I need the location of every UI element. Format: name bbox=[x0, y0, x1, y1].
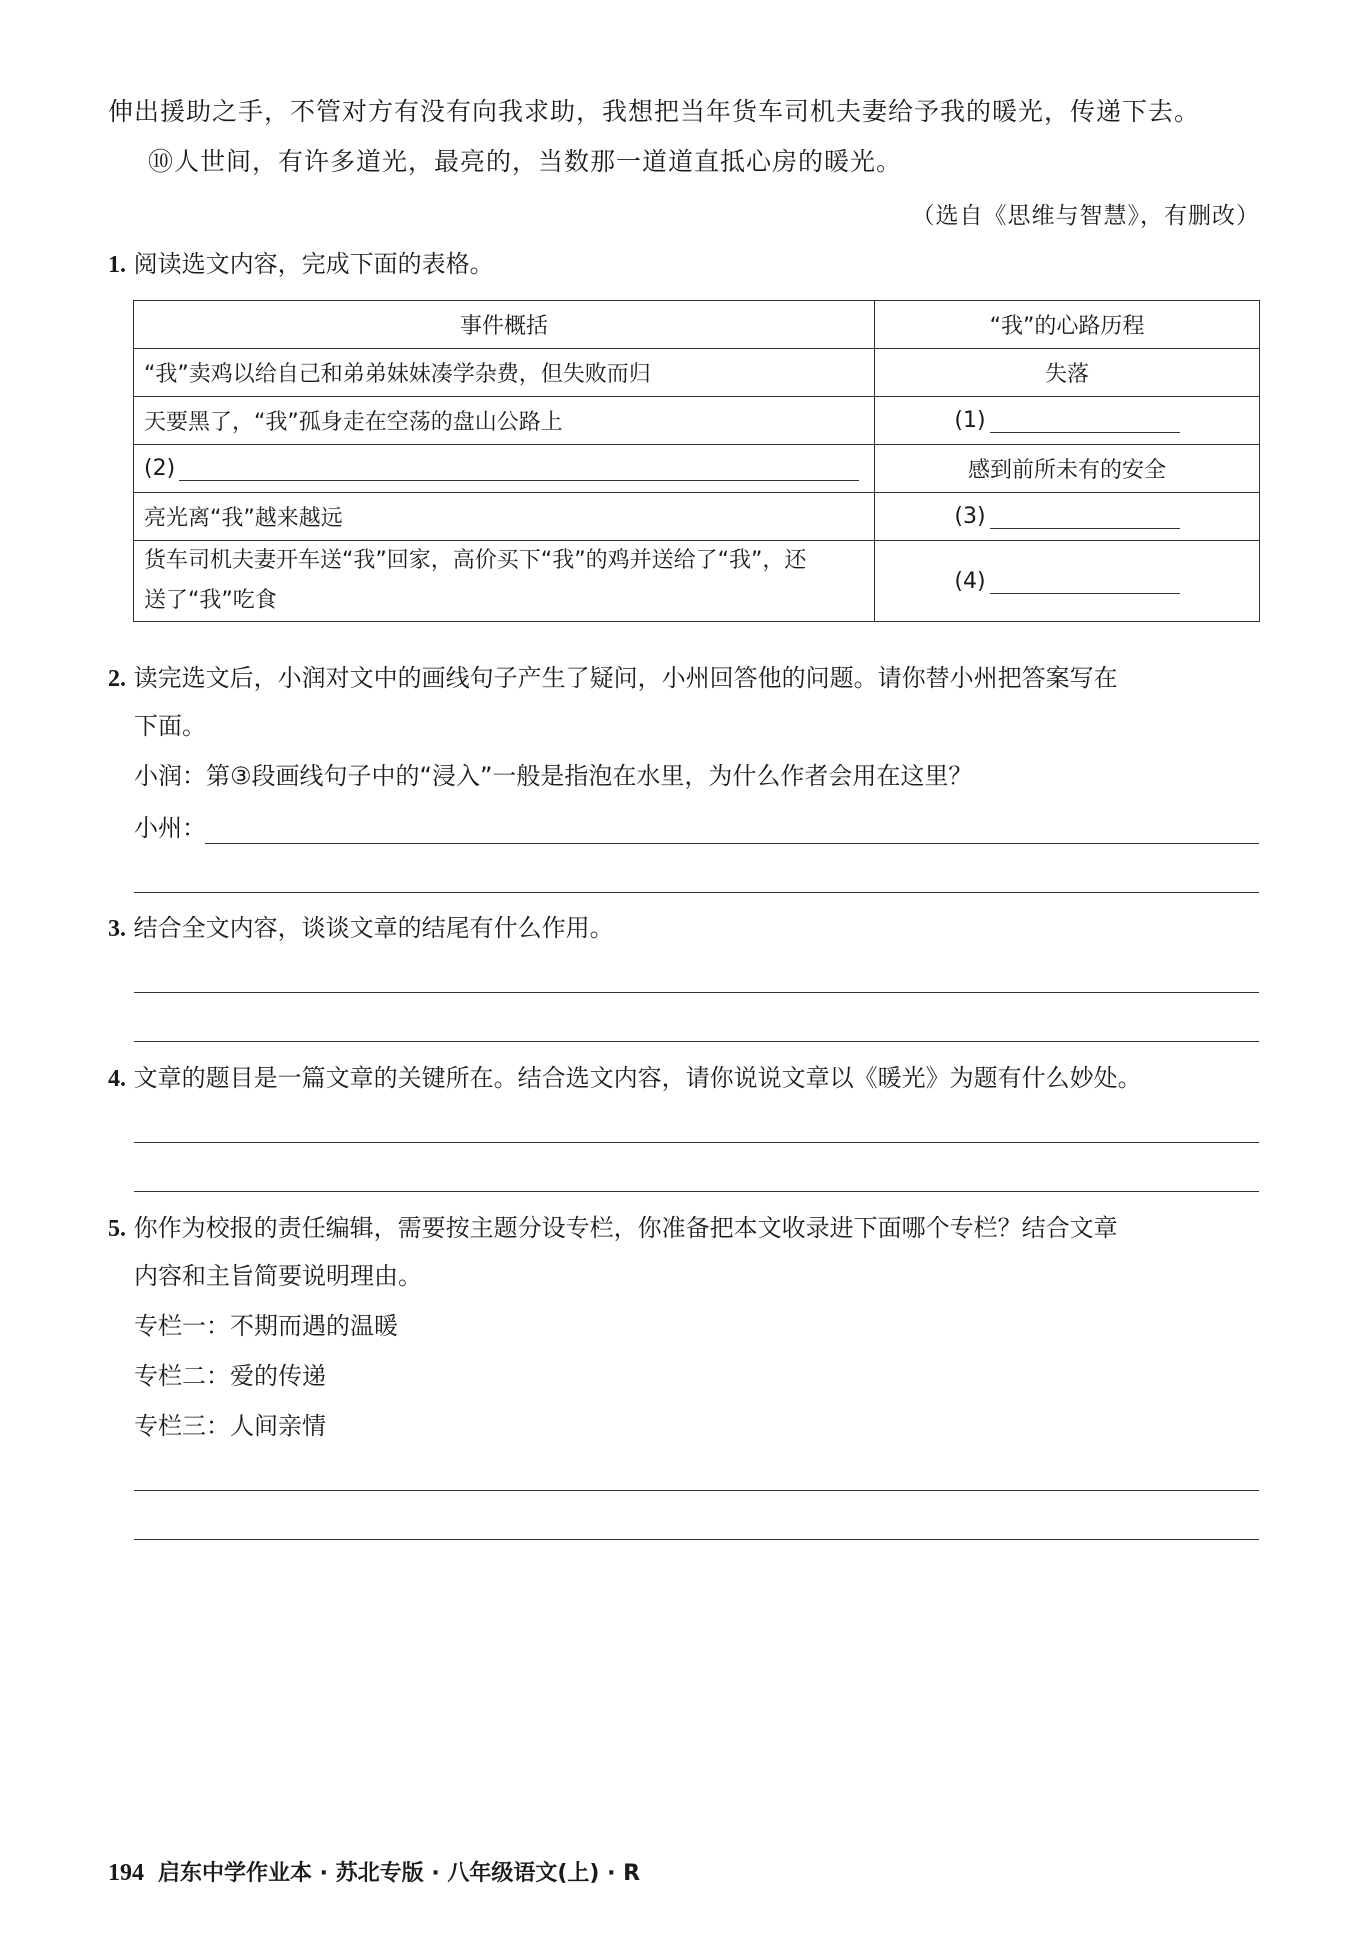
xiaozhou-answer-label: 小州： bbox=[134, 814, 206, 842]
question-4 bbox=[108, 1058, 1142, 1099]
blank-label: (1) bbox=[954, 408, 986, 433]
event-text-line: 货车司机夫妻开车送“我”回家，高价买下“我”的鸡并送给了“我”，还 bbox=[144, 548, 807, 573]
blank-label: (4) bbox=[954, 568, 986, 594]
event-cell: 天要黑了，“我”孤身走在空荡的盘山公路上 bbox=[134, 397, 875, 445]
table-row bbox=[134, 397, 1260, 445]
blank-label: (2) bbox=[144, 456, 176, 481]
answer-blank-3[interactable] bbox=[990, 506, 1180, 529]
question-prompt: 文章的题目是一篇文章的关键所在。结合选文内容，请你说说文章以《暖光》为题有什么妙处。 bbox=[133, 1064, 1142, 1092]
blank-label: (3) bbox=[954, 504, 986, 529]
table-row bbox=[134, 349, 1260, 397]
answer-blank-1[interactable] bbox=[990, 410, 1180, 433]
page-footer bbox=[108, 1856, 640, 1887]
event-cell: “我”卖鸡以给自己和弟弟妹妹凑学杂费，但失败而归 bbox=[134, 349, 875, 397]
question-number: 5. bbox=[108, 1216, 126, 1242]
question-3 bbox=[108, 908, 614, 949]
feeling-cell bbox=[875, 541, 1260, 622]
table-header-feeling: “我”的心路历程 bbox=[875, 301, 1260, 349]
answer-line[interactable] bbox=[134, 1142, 1259, 1143]
question-prompt-continued: 下面。 bbox=[134, 712, 206, 740]
table-header-row bbox=[134, 301, 1260, 349]
event-feeling-table bbox=[133, 300, 1260, 622]
answer-blank-4[interactable] bbox=[990, 571, 1180, 594]
answer-line[interactable] bbox=[134, 992, 1259, 993]
answer-line[interactable] bbox=[134, 1490, 1259, 1491]
event-cell: 亮光离“我”越来越远 bbox=[134, 493, 875, 541]
answer-blank-2[interactable] bbox=[179, 458, 859, 481]
xiaorun-question: 小润：第③段画线句子中的“浸入”一般是指泡在水里，为什么作者会用在这里？ bbox=[134, 762, 973, 790]
table-header-event: 事件概括 bbox=[134, 301, 875, 349]
feeling-cell: 感到前所未有的安全 bbox=[875, 445, 1260, 493]
book-title: 启东中学作业本 · 苏北专版 · 八年级语文(上) · R bbox=[158, 1861, 641, 1886]
question-prompt: 结合全文内容，谈谈文章的结尾有什么作用。 bbox=[133, 914, 614, 942]
question-2 bbox=[108, 658, 1118, 699]
feeling-cell bbox=[875, 397, 1260, 445]
table-row bbox=[134, 541, 1260, 622]
question-prompt: 阅读选文内容，完成下面的表格。 bbox=[133, 250, 494, 278]
question-prompt-continued: 内容和主旨简要说明理由。 bbox=[134, 1262, 422, 1290]
answer-line[interactable] bbox=[134, 1539, 1259, 1540]
passage-line: 伸出援助之手，不管对方有没有向我求助，我想把当年货车司机夫妻给予我的暖光，传递下去。 bbox=[108, 97, 1201, 126]
question-5 bbox=[108, 1208, 1118, 1249]
column-option-1: 专栏一：不期而遇的温暖 bbox=[134, 1312, 398, 1340]
answer-line[interactable] bbox=[134, 1041, 1259, 1042]
answer-line[interactable] bbox=[205, 843, 1259, 844]
feeling-cell bbox=[875, 493, 1260, 541]
column-option-2: 专栏二：爱的传递 bbox=[134, 1362, 326, 1390]
question-number: 2. bbox=[108, 666, 126, 692]
event-text-line: 送了“我”吃食 bbox=[144, 588, 277, 613]
event-cell bbox=[134, 541, 875, 622]
table-row bbox=[134, 493, 1260, 541]
feeling-cell: 失落 bbox=[875, 349, 1260, 397]
column-option-3: 专栏三：人间亲情 bbox=[134, 1412, 326, 1440]
question-prompt: 读完选文后，小润对文中的画线句子产生了疑问，小州回答他的问题。请你替小州把答案写在 bbox=[133, 664, 1118, 692]
question-number: 1. bbox=[108, 252, 126, 278]
page-number: 194 bbox=[108, 1860, 144, 1886]
answer-line[interactable] bbox=[134, 1191, 1259, 1192]
event-cell bbox=[134, 445, 875, 493]
question-number: 3. bbox=[108, 916, 126, 942]
table-row bbox=[134, 445, 1260, 493]
question-number: 4. bbox=[108, 1066, 126, 1092]
passage-source: （选自《思维与智慧》，有删改） bbox=[911, 203, 1260, 229]
passage-paragraph-10: ⑩人世间，有许多道光，最亮的，当数那一道道直抵心房的暖光。 bbox=[148, 147, 903, 176]
question-1 bbox=[108, 244, 494, 285]
question-prompt: 你作为校报的责任编辑，需要按主题分设专栏，你准备把本文收录进下面哪个专栏？结合文章 bbox=[133, 1214, 1118, 1242]
answer-line[interactable] bbox=[134, 892, 1259, 893]
